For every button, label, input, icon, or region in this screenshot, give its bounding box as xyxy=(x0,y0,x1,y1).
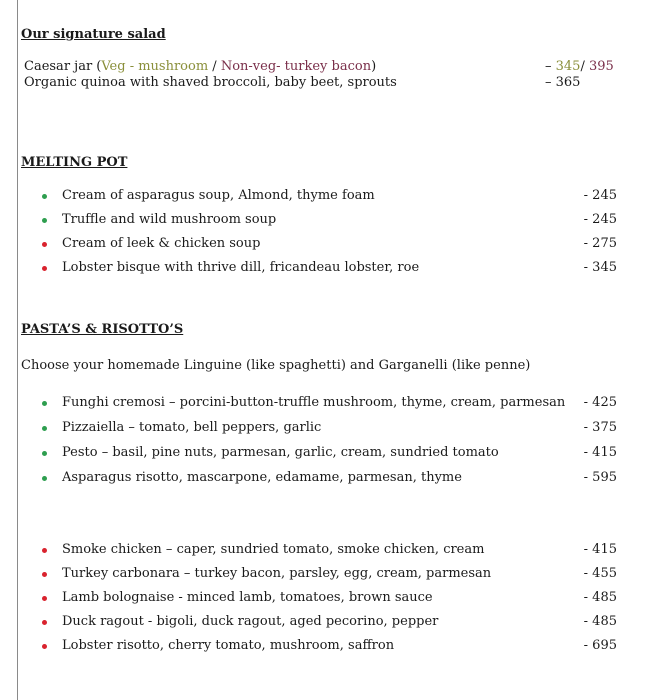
caesar-jar-price: – 345/ 395 xyxy=(545,59,614,74)
caesar-veg-option: Veg - mushroom xyxy=(101,59,209,74)
nonveg-bullet-icon xyxy=(42,644,47,649)
pasta-item-name: Lamb bolognaise - minced lamb, tomatoes, brown sauce xyxy=(62,590,433,605)
soup-item-name: Lobster bisque with thrive dill, fricandeau lobster, roe xyxy=(62,260,420,275)
pasta-item-price: - 425 xyxy=(583,395,617,410)
nonveg-bullet-icon xyxy=(42,596,47,601)
nonveg-bullet-icon xyxy=(42,620,47,625)
pasta-item-name: Asparagus risotto, mascarpone, edamame, parmesan, thyme xyxy=(62,470,462,485)
veg-bullet-icon xyxy=(42,426,47,431)
veg-bullet-icon xyxy=(42,476,47,481)
pasta-item-price: - 455 xyxy=(583,566,617,581)
soup-item-price: - 245 xyxy=(583,212,617,227)
melting-pot-heading: MELTING POT xyxy=(21,155,128,170)
caesar-nonveg-price: 395 xyxy=(588,59,614,74)
pasta-item-price: - 415 xyxy=(583,542,617,557)
caesar-veg-price: 345 xyxy=(555,59,581,74)
soup-item-name: Truffle and wild mushroom soup xyxy=(62,212,277,227)
pasta-risotto-heading: PASTA’S & RISOTTO’S xyxy=(21,322,184,337)
pasta-item-name: Lobster risotto, cherry tomato, mushroom, saffron xyxy=(62,638,395,653)
pasta-item-price: - 595 xyxy=(583,470,617,485)
caesar-jar-name: Caesar jar (Veg - mushroom / Non-veg- turkey bacon) xyxy=(24,59,377,74)
quinoa-salad-price: – 365 xyxy=(545,75,581,90)
signature-salad-heading: Our signature salad xyxy=(21,27,166,42)
quinoa-salad-name: Organic quinoa with shaved broccoli, baby beet, sprouts xyxy=(24,75,397,90)
veg-bullet-icon xyxy=(42,194,47,199)
nonveg-bullet-icon xyxy=(42,242,47,247)
pasta-item-name: Turkey carbonara – turkey bacon, parsley, egg, cream, parmesan xyxy=(62,566,492,581)
pasta-item-name: Duck ragout - bigoli, duck ragout, aged pecorino, pepper xyxy=(62,614,439,629)
veg-bullet-icon xyxy=(42,401,47,406)
pasta-item-name: Funghi cremosi – porcini-button-truffle mushroom, thyme, cream, parmesan xyxy=(62,395,566,410)
pasta-item-price: - 375 xyxy=(583,420,617,435)
pasta-item-name: Smoke chicken – caper, sundried tomato, smoke chicken, cream xyxy=(62,542,485,557)
nonveg-bullet-icon xyxy=(42,572,47,577)
soup-item-name: Cream of leek & chicken soup xyxy=(62,236,261,251)
nonveg-bullet-icon xyxy=(42,548,47,553)
page-left-border xyxy=(17,0,18,700)
caesar-nonveg-option: Non-veg- turkey bacon xyxy=(220,59,372,74)
pasta-item-name: Pesto – basil, pine nuts, parmesan, garlic, cream, sundried tomato xyxy=(62,445,499,460)
soup-item-price: - 245 xyxy=(583,188,617,203)
pasta-item-price: - 695 xyxy=(583,638,617,653)
nonveg-bullet-icon xyxy=(42,266,47,271)
pasta-item-name: Pizzaiella – tomato, bell peppers, garlic xyxy=(62,420,322,435)
pasta-item-price: - 415 xyxy=(583,445,617,460)
soup-item-price: - 275 xyxy=(583,236,617,251)
soup-item-price: - 345 xyxy=(583,260,617,275)
soup-item-name: Cream of asparagus soup, Almond, thyme foam xyxy=(62,188,375,203)
pasta-item-price: - 485 xyxy=(583,590,617,605)
veg-bullet-icon xyxy=(42,451,47,456)
pasta-item-price: - 485 xyxy=(583,614,617,629)
pasta-intro-text: Choose your homemade Linguine (like spaghetti) and Garganelli (like penne) xyxy=(21,358,531,373)
veg-bullet-icon xyxy=(42,218,47,223)
